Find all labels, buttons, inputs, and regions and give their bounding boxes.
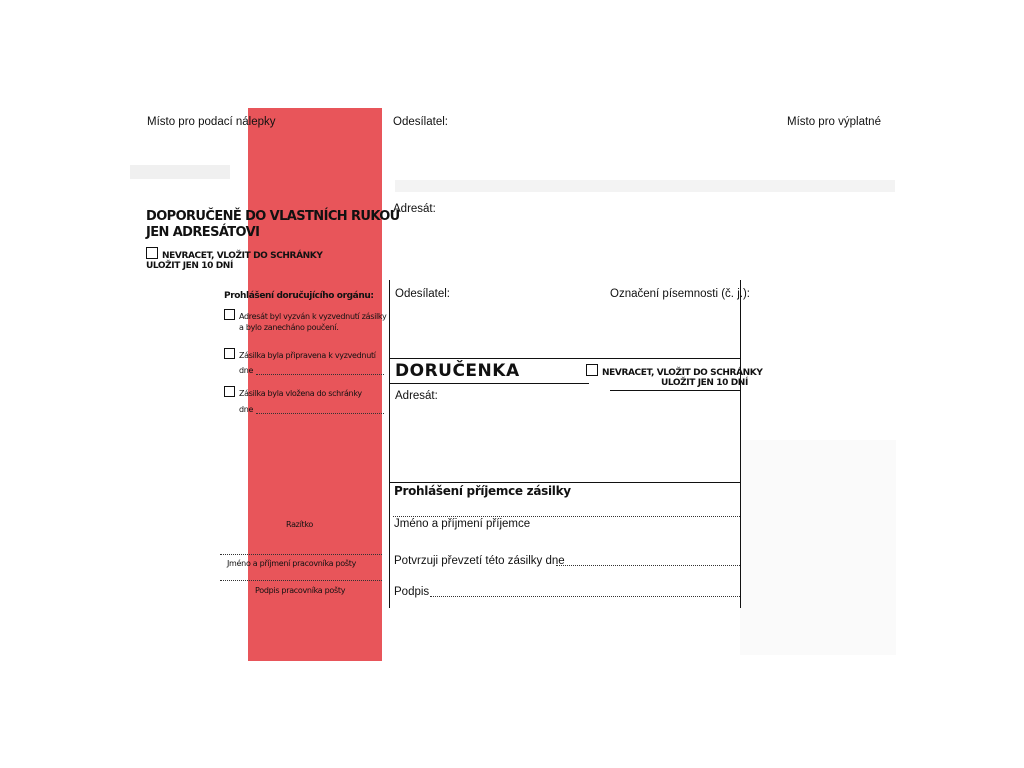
receipt-top-rule bbox=[389, 358, 741, 359]
receipt-title-underline-right bbox=[610, 390, 741, 391]
declaration-item-3: Zásilka byla vložena do schránky bbox=[224, 386, 362, 398]
declaration-item-1-line2: a bylo zanecháno poučení. bbox=[239, 323, 339, 332]
scan-artifact bbox=[740, 440, 896, 655]
separator-right bbox=[740, 280, 741, 608]
signature-line[interactable] bbox=[430, 596, 740, 597]
worker-signature-label: Podpis pracovníka pošty bbox=[255, 586, 346, 595]
registered-title-line1: DOPORUČENĚ DO VLASTNÍCH RUKOU bbox=[146, 209, 400, 224]
recipient-name-label: Jméno a příjmení příjemce bbox=[394, 518, 531, 530]
scan-artifact bbox=[130, 165, 230, 179]
date-line[interactable] bbox=[256, 413, 384, 414]
recipient-name-line[interactable] bbox=[393, 516, 740, 517]
checkbox-icon[interactable] bbox=[224, 348, 235, 359]
registered-title-line2: JEN ADRESÁTOVI bbox=[146, 225, 260, 240]
sender-label: Odesílatel: bbox=[393, 116, 448, 128]
worker-signature-line[interactable] bbox=[220, 580, 382, 581]
receipt-reference-label: Označení písemnosti (č. j.): bbox=[610, 288, 750, 300]
declaration-item-1: Adresát byl vyzván k vyzvednutí zásilky bbox=[224, 309, 386, 321]
red-vertical-band bbox=[248, 108, 382, 661]
delivery-declaration-title: Prohlášení doručujícího orgánu: bbox=[224, 291, 374, 301]
stamp-label: Razítko bbox=[286, 520, 313, 529]
checkbox-icon[interactable] bbox=[224, 309, 235, 320]
receipt-title: DORUČENKA bbox=[395, 361, 520, 381]
checkbox-icon[interactable] bbox=[586, 364, 598, 376]
confirm-date-label: Potvrzuji převzetí této zásilky dne bbox=[394, 555, 565, 567]
receipt-option-line1: NEVRACET, VLOŽIT DO SCHRÁNKY bbox=[586, 364, 762, 378]
scan-artifact bbox=[395, 180, 895, 192]
receipt-addressee-label: Adresát: bbox=[395, 390, 438, 402]
checkbox-icon[interactable] bbox=[146, 247, 158, 259]
label-stamp-place: Místo pro podací nálepky bbox=[147, 116, 276, 128]
receipt-title-underline bbox=[389, 383, 589, 384]
addressee-label: Adresát: bbox=[393, 203, 436, 215]
date-line[interactable] bbox=[256, 374, 384, 375]
confirm-date-line[interactable] bbox=[556, 565, 740, 566]
declaration-item-3-date-label: dne bbox=[239, 405, 254, 414]
signature-label: Podpis bbox=[394, 586, 430, 598]
declaration-item-2: Zásilka byla připravena k vyzvednutí bbox=[224, 348, 376, 360]
postage-place: Místo pro výplatné bbox=[787, 116, 881, 128]
receipt-sender-label: Odesílatel: bbox=[395, 288, 450, 300]
separator-left bbox=[389, 280, 390, 608]
worker-name-label: Jméno a příjmení pracovníka pošty bbox=[227, 559, 357, 568]
declaration-rule bbox=[389, 482, 741, 483]
declaration-item-2-date-label: dne bbox=[239, 366, 254, 375]
checkbox-icon[interactable] bbox=[224, 386, 235, 397]
left-option-line1: NEVRACET, VLOŽIT DO SCHRÁNKY bbox=[146, 247, 322, 261]
receipt-option-line2: ULOŽIT JEN 10 DNÍ bbox=[661, 378, 748, 388]
left-option-line2: ULOŽIT JEN 10 DNÍ bbox=[146, 261, 233, 271]
recipient-declaration-title: Prohlášení příjemce zásilky bbox=[394, 484, 571, 498]
worker-name-line[interactable] bbox=[220, 554, 382, 555]
